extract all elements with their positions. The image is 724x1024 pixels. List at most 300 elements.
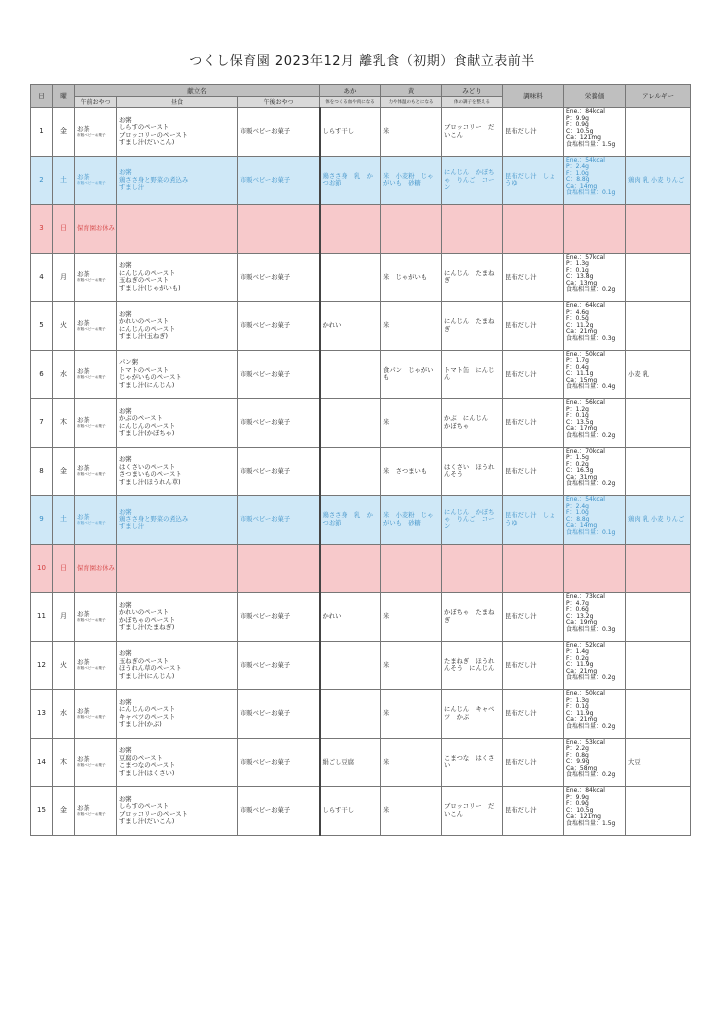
nutrition-line: Ca：14mg: [566, 182, 598, 190]
nutrition-line: 食塩相当量：0.4g: [566, 383, 616, 391]
menu-row: [31, 350, 691, 399]
lunch-cell: [117, 690, 238, 739]
nutrition-line: C：8.8g: [566, 515, 590, 523]
seasoning-cell: [503, 156, 564, 205]
lunch-item: お粥: [119, 747, 132, 755]
weekday-cell: 木: [53, 738, 75, 787]
nutrition-cell: [564, 690, 626, 739]
yellow-group-text: 食パン じゃがいも: [383, 366, 434, 382]
lunch-item: 玉ねぎのペースト: [119, 277, 170, 285]
red-group-cell: [320, 496, 381, 545]
lunch-item: すまし汁(たまねぎ): [119, 624, 175, 632]
nutrition-line: F：0.1g: [566, 412, 589, 420]
red-group-cell: [320, 641, 381, 690]
lunch-item: お粥: [119, 407, 132, 415]
green-group-text: ブロッコリー だいこん: [444, 124, 495, 139]
weekday-cell: 土: [53, 496, 75, 545]
afternoon-snack-cell: 市販ベビーお菓子: [238, 156, 320, 205]
nutrition-line: C：10.5g: [566, 806, 594, 814]
morning-snack-sub: 市販ベビーお菓子: [77, 472, 106, 477]
afternoon-snack-cell: 市販ベビーお菓子: [238, 108, 320, 157]
lunch-cell: [117, 350, 238, 399]
seasoning-cell: [503, 302, 564, 351]
lunch-cell: [117, 593, 238, 642]
morning-snack-text: お茶: [77, 610, 90, 618]
seasoning-cell: [503, 738, 564, 787]
nutrition-line: 食塩相当量：0.3g: [566, 334, 616, 342]
seasoning-text: 昆布だし汁: [505, 467, 537, 475]
nutrition-line: Ca：121mg: [566, 134, 601, 142]
nutrition-line: P：9.9g: [566, 114, 589, 122]
menu-row: [31, 690, 691, 739]
seasoning-text: 昆布だし汁: [505, 273, 537, 281]
day-cell: 1: [31, 108, 53, 157]
green-group-text: かぼちゃ たまねぎ: [444, 609, 495, 624]
nutrition-cell: [564, 205, 626, 254]
yellow-group-cell: [381, 641, 442, 690]
nutrition-line: Ene.：56kcal: [566, 399, 605, 406]
header-weekday: 曜: [53, 85, 75, 108]
morning-snack-sub: 市販ベビーお菓子: [77, 181, 106, 186]
nutrition-cell: [564, 350, 626, 399]
header-green-sub: 体の調子を整える: [442, 97, 503, 108]
nutrition-line: 食塩相当量：0.1g: [566, 528, 616, 536]
seasoning-cell: [503, 544, 564, 593]
nutrition-line: F：0.2g: [566, 460, 589, 468]
lunch-item: すまし汁(かぶ): [119, 721, 162, 729]
green-group-cell: [442, 156, 503, 205]
menu-row: [31, 787, 691, 836]
allergy-cell: [626, 738, 691, 787]
lunch-cell: [117, 205, 238, 254]
yellow-group-text: 米 小麦粉 じゃがいも 砂糖: [383, 512, 434, 527]
red-group-cell: [320, 399, 381, 448]
afternoon-snack-cell: 市販ベビーお菓子: [238, 447, 320, 496]
yellow-group-cell: [381, 253, 442, 302]
allergy-cell: [626, 350, 691, 399]
morning-snack-cell: [75, 447, 117, 496]
lunch-item: すまし汁(だいこん): [119, 818, 175, 826]
allergy-cell: [626, 496, 691, 545]
seasoning-cell: [503, 350, 564, 399]
lunch-item: 鶏ささ身と野菜の煮込み: [119, 176, 189, 184]
lunch-item: ブロッコリーのペースト: [119, 810, 188, 818]
seasoning-cell: [503, 496, 564, 545]
morning-snack-text: お茶: [77, 125, 90, 133]
nutrition-line: P：4.6g: [566, 308, 589, 316]
red-group-cell: [320, 302, 381, 351]
green-group-text: かぶ にんじん かぼちゃ: [444, 415, 495, 430]
nutrition-line: Ene.：73kcal: [566, 593, 605, 600]
lunch-cell: [117, 447, 238, 496]
morning-snack-cell: [75, 302, 117, 351]
nutrition-cell: [564, 399, 626, 448]
header-red-sub: 体をつくる血や肉になる: [320, 97, 381, 108]
yellow-group-text: 米 じゃがいも: [383, 273, 428, 281]
morning-snack-text: 保育園お休み: [77, 564, 115, 572]
morning-snack-sub: 市販ベビーお菓子: [77, 132, 106, 137]
yellow-group-cell: [381, 787, 442, 836]
header-seasoning: 調味料: [503, 85, 564, 108]
nutrition-line: Ene.：84kcal: [566, 108, 605, 115]
nutrition-cell: [564, 738, 626, 787]
day-cell: 15: [31, 787, 53, 836]
menu-row: [31, 302, 691, 351]
red-group-cell: [320, 156, 381, 205]
allergy-cell: [626, 593, 691, 642]
morning-snack-sub: 市販ベビーお菓子: [77, 423, 106, 428]
lunch-item: お粥: [119, 601, 132, 609]
header-lunch: 昼食: [117, 97, 238, 108]
lunch-item: すまし汁(玉ねぎ): [119, 333, 168, 341]
lunch-cell: [117, 544, 238, 593]
lunch-item: はくさいのペースト: [119, 463, 176, 471]
menu-row: [31, 205, 691, 254]
afternoon-snack-cell: 市販ベビーお菓子: [238, 593, 320, 642]
green-group-cell: [442, 690, 503, 739]
weekday-cell: 水: [53, 350, 75, 399]
nutrition-cell: [564, 447, 626, 496]
allergy-text: 鶏肉 乳 小麦 りんご: [628, 176, 685, 184]
morning-snack-sub: 市販ベビーお菓子: [77, 763, 106, 768]
nutrition-line: Ene.：52kcal: [566, 641, 605, 649]
nutrition-line: C：13.5g: [566, 418, 594, 426]
nutrition-line: F：0.8g: [566, 751, 589, 759]
afternoon-snack-cell: [238, 544, 320, 593]
nutrition-cell: [564, 593, 626, 642]
nutrition-line: F：0.9g: [566, 800, 589, 808]
lunch-item: すまし汁(にんじん): [119, 672, 175, 680]
nutrition-cell: [564, 156, 626, 205]
morning-snack-text: お茶: [77, 707, 90, 715]
seasoning-text: 昆布だし汁: [505, 370, 537, 378]
nutrition-line: Ene.：50kcal: [566, 690, 605, 697]
lunch-cell: [117, 253, 238, 302]
lunch-item: かれいのペースト: [119, 609, 170, 617]
lunch-item: にんじんのペースト: [119, 325, 176, 333]
header-yellow-sub: 力や体温のもとになる: [381, 97, 442, 108]
morning-snack-cell: [75, 108, 117, 157]
afternoon-snack-cell: [238, 205, 320, 254]
nutrition-line: 食塩相当量：0.2g: [566, 431, 616, 439]
day-cell: 9: [31, 496, 53, 545]
morning-snack-text: お茶: [77, 513, 90, 521]
header-morning-snack: 午前おやつ: [75, 97, 117, 108]
seasoning-text: 昆布だし汁: [505, 128, 537, 136]
red-group-text: 鶏ささ身 乳 かつお節: [322, 172, 373, 188]
nutrition-line: Ene.：54kcal: [566, 156, 605, 164]
nutrition-line: Ene.：50kcal: [566, 350, 605, 358]
lunch-item: お粥: [119, 116, 132, 124]
green-group-cell: [442, 447, 503, 496]
lunch-item: お粥: [119, 310, 132, 318]
weekday-cell: 月: [53, 593, 75, 642]
seasoning-text: 昆布だし汁: [505, 613, 537, 621]
afternoon-snack-cell: 市販ベビーお菓子: [238, 302, 320, 351]
nutrition-line: Ca：31mg: [566, 473, 598, 481]
red-group-text: 鶏ささ身 乳 かつお節: [322, 512, 373, 527]
lunch-item: しらすのペースト: [119, 803, 170, 811]
morning-snack-sub: 市販ベビーお菓子: [77, 375, 106, 380]
yellow-group-cell: [381, 496, 442, 545]
red-group-cell: [320, 205, 381, 254]
allergy-cell: [626, 205, 691, 254]
lunch-item: お粥: [119, 262, 132, 270]
morning-snack-sub: 市販ベビーお菓子: [77, 617, 106, 622]
morning-snack-text: お茶: [77, 174, 90, 182]
nutrition-line: P：1.5g: [566, 454, 589, 462]
green-group-cell: [442, 253, 503, 302]
nutrition-line: 食塩相当量：0.2g: [566, 771, 616, 779]
nutrition-line: Ca：58mg: [566, 764, 598, 772]
lunch-item: さつまいものペースト: [119, 471, 182, 479]
page-title: つくし保育園 2023年12月 離乳食（初期）食献立表前半: [189, 54, 535, 69]
lunch-item: トマトのペースト: [119, 366, 170, 374]
allergy-cell: [626, 641, 691, 690]
nutrition-line: F：0.4g: [566, 363, 589, 371]
seasoning-cell: [503, 205, 564, 254]
weekday-cell: 火: [53, 641, 75, 690]
nutrition-cell: [564, 108, 626, 157]
nutrition-line: Ca：17mg: [566, 425, 598, 433]
menu-row: [31, 253, 691, 302]
morning-snack-cell: [75, 593, 117, 642]
lunch-cell: [117, 496, 238, 545]
green-group-cell: [442, 738, 503, 787]
lunch-item: すまし汁: [119, 183, 145, 191]
day-cell: 3: [31, 205, 53, 254]
nutrition-line: C：16.3g: [566, 467, 594, 475]
red-group-text: 絹ごし豆腐: [322, 758, 354, 766]
lunch-item: しらすのペースト: [119, 124, 170, 132]
green-group-text: こまつな はくさい: [444, 754, 495, 770]
lunch-item: お粥: [119, 508, 132, 516]
lunch-item: すまし汁(にんじん): [119, 381, 175, 389]
nutrition-line: C：13.2g: [566, 612, 594, 620]
yellow-group-cell: [381, 399, 442, 448]
morning-snack-cell: [75, 787, 117, 836]
green-group-text: たまねぎ ほうれんそう にんじん: [444, 657, 495, 673]
lunch-item: 鶏ささ身と野菜の煮込み: [119, 516, 189, 524]
nutrition-line: Ene.：64kcal: [566, 302, 605, 309]
yellow-group-text: 米: [383, 758, 390, 766]
yellow-group-cell: [381, 738, 442, 787]
weekday-cell: 土: [53, 156, 75, 205]
nutrition-line: P：9.9g: [566, 793, 589, 801]
seasoning-cell: [503, 787, 564, 836]
weekday-cell: 火: [53, 302, 75, 351]
seasoning-cell: [503, 641, 564, 690]
seasoning-text: 昆布だし汁: [505, 807, 537, 815]
green-group-cell: [442, 641, 503, 690]
seasoning-text: 昆布だし汁: [505, 661, 537, 669]
yellow-group-cell: [381, 205, 442, 254]
lunch-item: お粥: [119, 698, 132, 706]
nutrition-line: Ca：15mg: [566, 376, 598, 384]
menu-table: [30, 84, 691, 836]
day-cell: 4: [31, 253, 53, 302]
nutrition-line: 食塩相当量：0.1g: [566, 189, 616, 197]
lunch-item: すまし汁(はくさい): [119, 769, 175, 777]
nutrition-line: 食塩相当量：1.5g: [566, 819, 616, 827]
morning-snack-sub: 市販ベビーお菓子: [77, 811, 106, 816]
menu-row: [31, 156, 691, 205]
yellow-group-cell: [381, 690, 442, 739]
afternoon-snack-cell: 市販ベビーお菓子: [238, 738, 320, 787]
weekday-cell: 木: [53, 399, 75, 448]
nutrition-cell: [564, 544, 626, 593]
seasoning-text: 昆布だし汁: [505, 758, 537, 766]
green-group-text: はくさい ほうれんそう: [444, 463, 495, 479]
nutrition-line: Ca：21mg: [566, 328, 598, 336]
green-group-text: にんじん かぼちゃ りんご コーン: [444, 169, 495, 191]
nutrition-line: C：11.9g: [566, 661, 594, 669]
allergy-text: 小麦 乳: [628, 370, 649, 378]
afternoon-snack-cell: 市販ベビーお菓子: [238, 690, 320, 739]
header-afternoon-snack: 午後おやつ: [238, 97, 320, 108]
red-group-cell: [320, 253, 381, 302]
seasoning-cell: [503, 253, 564, 302]
seasoning-cell: [503, 399, 564, 448]
yellow-group-text: 米: [383, 710, 390, 718]
lunch-item: お粥: [119, 456, 132, 464]
nutrition-line: Ca：19mg: [566, 619, 598, 627]
green-group-cell: [442, 544, 503, 593]
day-cell: 13: [31, 690, 53, 739]
morning-snack-text: お茶: [77, 804, 90, 812]
nutrition-line: Ene.：70kcal: [566, 447, 605, 455]
header-yellow: 黄: [381, 85, 442, 97]
day-cell: 7: [31, 399, 53, 448]
lunch-item: パン粥: [119, 359, 138, 367]
morning-snack-text: お茶: [77, 465, 90, 473]
green-group-cell: [442, 205, 503, 254]
nutrition-line: C：9.9g: [566, 758, 590, 766]
yellow-group-cell: [381, 302, 442, 351]
nutrition-line: P：1.3g: [566, 260, 589, 268]
yellow-group-cell: [381, 156, 442, 205]
nutrition-line: Ca：121mg: [566, 813, 601, 821]
lunch-cell: [117, 108, 238, 157]
day-cell: 8: [31, 447, 53, 496]
red-group-cell: [320, 787, 381, 836]
morning-snack-cell: [75, 205, 117, 254]
yellow-group-cell: [381, 593, 442, 642]
header-allergy: アレルギー: [626, 85, 691, 108]
red-group-cell: [320, 593, 381, 642]
red-group-text: かれい: [322, 613, 342, 621]
weekday-cell: 金: [53, 787, 75, 836]
weekday-cell: 金: [53, 108, 75, 157]
afternoon-snack-cell: 市販ベビーお菓子: [238, 641, 320, 690]
red-group-text: かれい: [322, 322, 342, 330]
allergy-text: 鶏肉 乳 小麦 りんご: [628, 516, 685, 524]
header-green: みどり: [442, 85, 503, 97]
morning-snack-text: お茶: [77, 416, 90, 424]
allergy-cell: [626, 108, 691, 157]
weekday-cell: 金: [53, 447, 75, 496]
morning-snack-sub: 市販ベビーお菓子: [77, 714, 106, 719]
red-group-cell: [320, 690, 381, 739]
morning-snack-cell: [75, 350, 117, 399]
menu-row: [31, 496, 691, 545]
header-red: あか: [320, 85, 381, 97]
nutrition-line: P：1.4g: [566, 648, 589, 656]
yellow-group-cell: [381, 544, 442, 593]
allergy-cell: [626, 399, 691, 448]
yellow-group-text: 米: [383, 419, 390, 427]
lunch-item: にんじんのペースト: [119, 269, 176, 277]
morning-snack-sub: 市販ベビーお菓子: [77, 326, 106, 331]
lunch-cell: [117, 787, 238, 836]
weekday-cell: 月: [53, 253, 75, 302]
morning-snack-sub: 市販ベビーお菓子: [77, 520, 106, 525]
day-cell: 5: [31, 302, 53, 351]
yellow-group-cell: [381, 108, 442, 157]
seasoning-text: 昆布だし汁 しょうゆ: [505, 512, 556, 527]
morning-snack-cell: [75, 156, 117, 205]
nutrition-line: F：1.0g: [566, 169, 589, 177]
seasoning-cell: [503, 447, 564, 496]
lunch-item: じゃがいものペースト: [119, 374, 182, 382]
nutrition-line: C：11.2g: [566, 321, 594, 329]
lunch-item: お粥: [119, 650, 132, 658]
seasoning-cell: [503, 593, 564, 642]
green-group-text: にんじん キャベツ かぶ: [444, 706, 495, 721]
morning-snack-text: お茶: [77, 756, 90, 764]
green-group-text: トマト缶 にんじん: [444, 366, 495, 382]
nutrition-cell: [564, 641, 626, 690]
allergy-cell: [626, 690, 691, 739]
green-group-cell: [442, 787, 503, 836]
nutrition-line: C：11.1g: [566, 370, 594, 378]
nutrition-line: P：1.3g: [566, 696, 589, 704]
green-group-cell: [442, 302, 503, 351]
lunch-item: にんじんのペースト: [119, 706, 176, 714]
nutrition-line: 食塩相当量：0.3g: [566, 625, 616, 633]
nutrition-line: 食塩相当量：0.2g: [566, 480, 616, 488]
allergy-cell: [626, 787, 691, 836]
lunch-item: かぶのペースト: [119, 415, 163, 423]
weekday-cell: 日: [53, 205, 75, 254]
green-group-cell: [442, 108, 503, 157]
morning-snack-cell: [75, 544, 117, 593]
nutrition-line: 食塩相当量：0.2g: [566, 722, 616, 730]
nutrition-cell: [564, 302, 626, 351]
red-group-cell: [320, 350, 381, 399]
seasoning-cell: [503, 108, 564, 157]
nutrition-line: P：2.2g: [566, 745, 589, 753]
morning-snack-text: お茶: [77, 659, 90, 667]
green-group-cell: [442, 593, 503, 642]
allergy-cell: [626, 544, 691, 593]
menu-row: [31, 399, 691, 448]
menu-body: [31, 108, 691, 836]
nutrition-line: Ene.：84kcal: [566, 787, 605, 794]
morning-snack-cell: [75, 641, 117, 690]
morning-snack-text: 保育園お休み: [77, 225, 115, 233]
nutrition-line: 食塩相当量：0.2g: [566, 286, 616, 294]
weekday-cell: 水: [53, 690, 75, 739]
lunch-cell: [117, 156, 238, 205]
green-group-text: にんじん かぼちゃ りんご コーン: [444, 508, 495, 531]
nutrition-line: F：0.2g: [566, 654, 589, 662]
yellow-group-text: 米: [383, 128, 390, 136]
day-cell: 11: [31, 593, 53, 642]
lunch-cell: [117, 738, 238, 787]
menu-row: [31, 593, 691, 642]
lunch-item: ほうれん草のペースト: [119, 665, 182, 673]
